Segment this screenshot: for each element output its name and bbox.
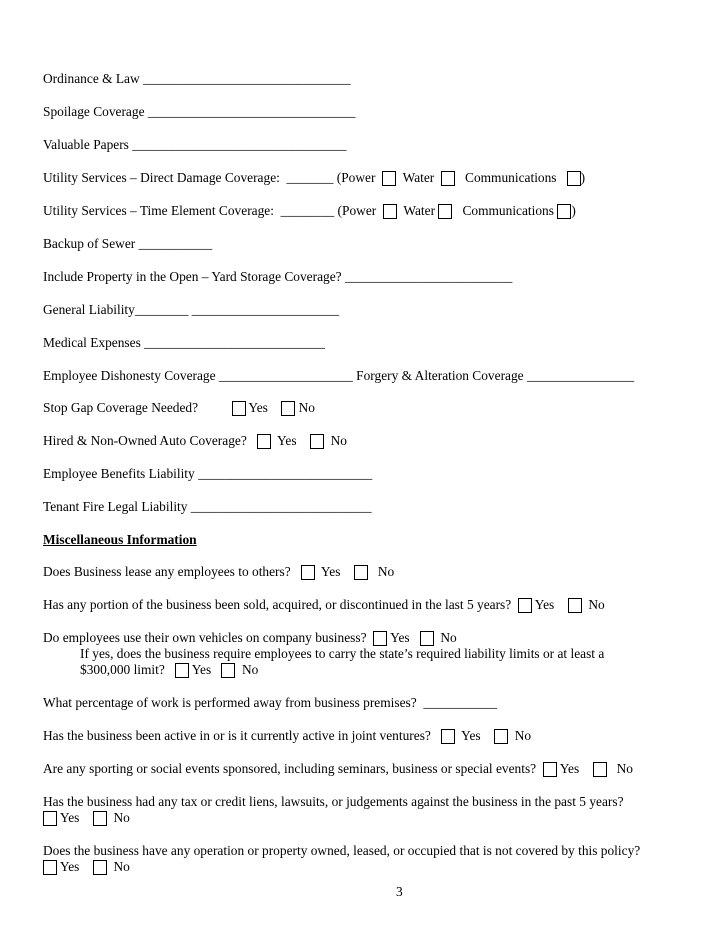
liens-no-checkbox[interactable]	[93, 811, 107, 826]
lease-no-checkbox[interactable]	[354, 565, 368, 580]
lease-yes-checkbox[interactable]	[301, 565, 315, 580]
employee-dishonesty-line: Employee Dishonesty Coverage ____________________ Forgery & Alteration Coverage ________________	[43, 368, 635, 383]
ordinance-law-line: Ordinance & Law _______________________________	[43, 71, 351, 86]
no-label: No	[377, 564, 395, 579]
spoilage-coverage-line: Spoilage Coverage _______________________________	[43, 104, 356, 119]
limit-no-checkbox[interactable]	[221, 663, 235, 678]
liens-options-row	[43, 810, 130, 826]
communications-label: Communications	[462, 203, 554, 218]
valuable-papers-line: Valuable Papers ________________________________	[43, 137, 347, 152]
water-checkbox[interactable]	[441, 171, 455, 186]
no-label: No	[588, 597, 605, 612]
no-label: No	[440, 630, 457, 645]
joint-no-checkbox[interactable]	[494, 729, 508, 744]
work-away-line: What percentage of work is performed away from business premises? ___________	[43, 695, 498, 710]
yes-label: Yes	[248, 400, 268, 415]
uncovered-property-options-row	[43, 859, 130, 875]
yes-label: Yes	[59, 810, 80, 825]
vehicles-limit-row	[80, 662, 258, 678]
page-number: 3	[396, 884, 403, 899]
no-label: No	[241, 662, 259, 677]
stop-gap-no-checkbox[interactable]	[281, 401, 295, 416]
hired-auto-row	[43, 433, 347, 449]
vehicles-no-checkbox[interactable]	[420, 631, 434, 646]
yes-label: Yes	[320, 564, 341, 579]
utility-time-element-row	[43, 203, 576, 219]
yes-label: Yes	[191, 662, 212, 677]
communications-label: Communications	[465, 170, 557, 185]
water-label: Water	[402, 170, 435, 185]
general-liability-line: General Liability________ ______________________	[43, 302, 340, 317]
misc-info-heading: Miscellaneous Information	[43, 532, 197, 547]
joint-ventures-label: Has the business been active in or is it currently active in joint ventures?	[43, 728, 431, 743]
no-label: No	[616, 761, 633, 776]
hired-auto-no-checkbox[interactable]	[310, 434, 324, 449]
events-yes-checkbox[interactable]	[543, 762, 557, 777]
employee-benefits-line: Employee Benefits Liability __________________________	[43, 466, 373, 481]
close-paren: )	[571, 203, 576, 218]
lease-employees-row	[43, 564, 394, 580]
no-label: No	[113, 810, 130, 825]
yard-storage-line: Include Property in the Open – Yard Storage Coverage? _________________________	[43, 269, 513, 284]
no-label: No	[113, 859, 130, 874]
stop-gap-label: Stop Gap Coverage Needed?	[43, 400, 199, 415]
joint-ventures-row	[43, 728, 531, 744]
business-sold-label: Has any portion of the business been sold, acquired, or discontinued in the last 5 years?	[43, 597, 512, 612]
property-no-checkbox[interactable]	[93, 860, 107, 875]
events-no-checkbox[interactable]	[593, 762, 607, 777]
utility-direct-damage-label: Utility Services – Direct Damage Coverage: _______ (Power	[43, 170, 376, 185]
no-label: No	[514, 728, 532, 743]
yes-label: Yes	[59, 859, 80, 874]
medical-expenses-line: Medical Expenses ___________________________	[43, 335, 325, 350]
own-vehicles-label: Do employees use their own vehicles on company business?	[43, 630, 367, 645]
sponsored-events-row	[43, 761, 633, 777]
water-checkbox[interactable]	[438, 204, 452, 219]
yes-label: Yes	[390, 630, 410, 645]
sponsored-events-label: Are any sporting or social events sponsored, including seminars, business or special events?	[43, 761, 537, 776]
communications-checkbox[interactable]	[557, 204, 571, 219]
stop-gap-yes-checkbox[interactable]	[232, 401, 246, 416]
vehicles-followup-text: If yes, does the business require employees to carry the state’s required liability limits or at least a	[80, 646, 605, 661]
power-checkbox[interactable]	[383, 204, 397, 219]
uncovered-property-question: Does the business have any operation or property owned, leased, or occupied that is not covered by this policy?	[43, 843, 641, 858]
sold-yes-checkbox[interactable]	[518, 598, 532, 613]
liens-question: Has the business had any tax or credit liens, lawsuits, or judgements against the business in the past 5 years?	[43, 794, 624, 809]
hired-auto-label: Hired & Non-Owned Auto Coverage?	[43, 433, 247, 448]
utility-time-element-label: Utility Services – Time Element Coverage: ________ (Power	[43, 203, 377, 218]
sold-no-checkbox[interactable]	[568, 598, 582, 613]
utility-direct-damage-row	[43, 170, 585, 186]
yes-label: Yes	[534, 597, 555, 612]
close-paren: )	[580, 170, 586, 185]
water-label: Water	[403, 203, 436, 218]
vehicles-limit-label: $300,000 limit?	[80, 662, 165, 677]
property-yes-checkbox[interactable]	[43, 860, 57, 875]
yes-label: Yes	[559, 761, 580, 776]
communications-checkbox[interactable]	[567, 171, 581, 186]
own-vehicles-row	[43, 630, 457, 646]
joint-yes-checkbox[interactable]	[441, 729, 455, 744]
liens-yes-checkbox[interactable]	[43, 811, 57, 826]
stop-gap-row	[43, 400, 315, 416]
backup-sewer-line: Backup of Sewer ___________	[43, 236, 213, 251]
lease-employees-label: Does Business lease any employees to others?	[43, 564, 291, 579]
no-label: No	[298, 400, 316, 415]
power-checkbox[interactable]	[382, 171, 396, 186]
limit-yes-checkbox[interactable]	[175, 663, 189, 678]
hired-auto-yes-checkbox[interactable]	[257, 434, 271, 449]
yes-label: Yes	[277, 433, 297, 448]
tenant-fire-line: Tenant Fire Legal Liability ___________________________	[43, 499, 372, 514]
no-label: No	[330, 433, 347, 448]
business-sold-row	[43, 597, 605, 613]
yes-label: Yes	[461, 728, 481, 743]
vehicles-yes-checkbox[interactable]	[373, 631, 387, 646]
